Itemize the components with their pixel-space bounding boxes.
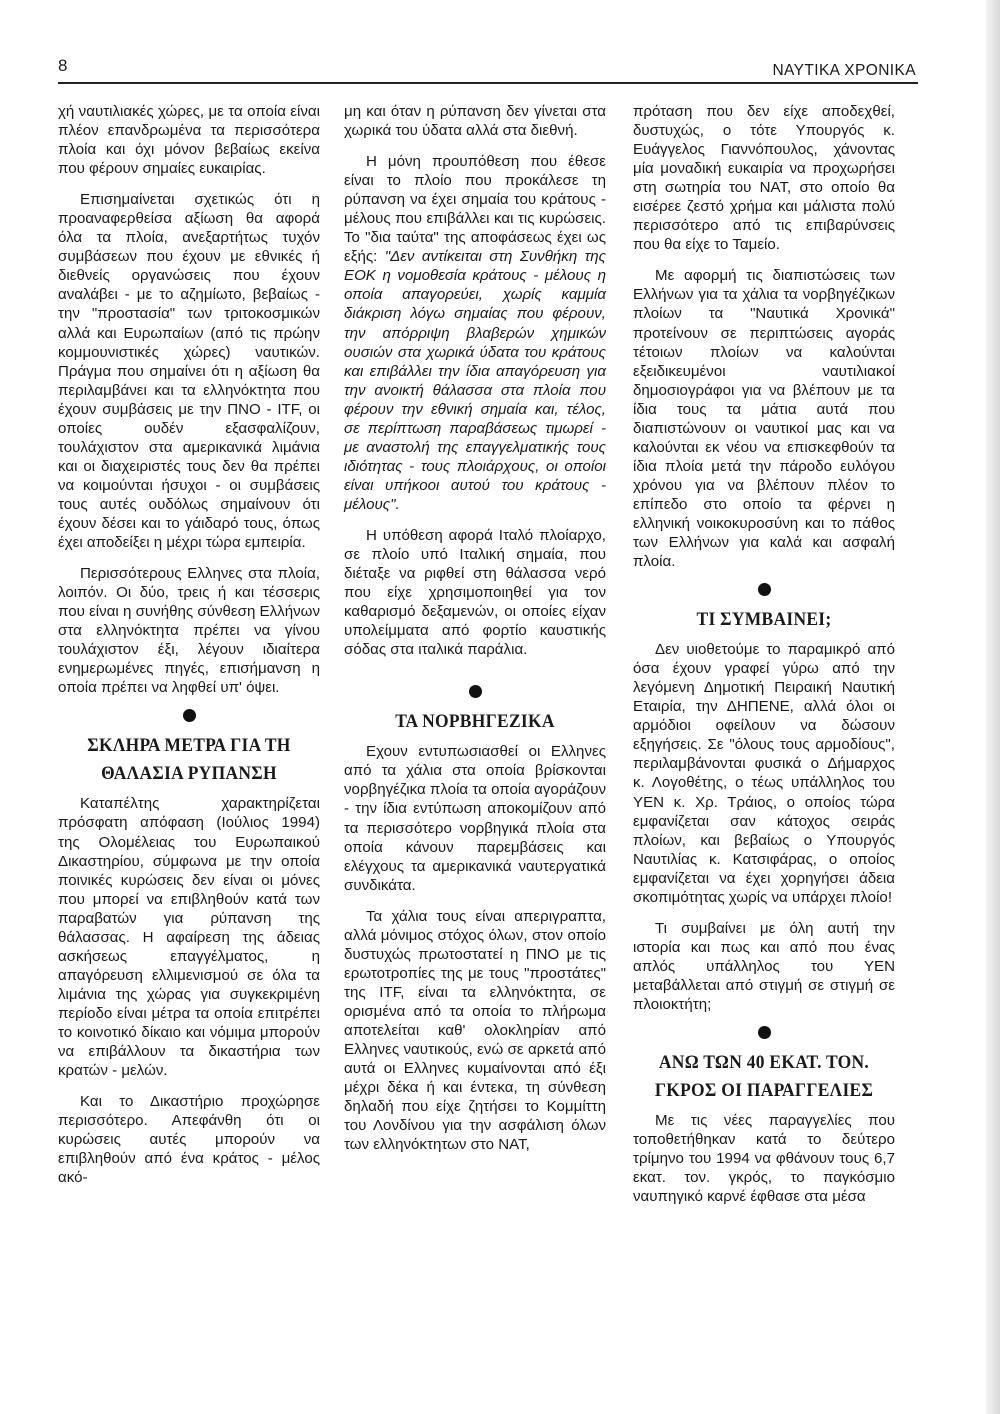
paragraph: Καταπέλτης χαρακτηρίζεται πρόσφατη απόφαση (Ιούλιος 1994) της Ολομέλειας του Ευρωπαικού Δικαστηρίου, σύμφωνα με την οποία ποινικές κυρώσεις δεν είναι οι μόνες που μπορεί να επιβληθούν κατά των παραβατών για ρύπανση της θάλασσας. Η αφαίρεση της άδειας ασκήσεως επαγγέλματος, η απαγόρευση ελλιμενισμού σε όλα τα λιμάνια της χώρας για συγκεκριμένη περίοδο είναι μέτρα τα οποία επιτρέπει το κοινοτικό δίκαιο και νόμιμα μπορούν να επιβάλλουν τα δικαστήρια των κρατών - μελών. — [58, 795, 320, 1080]
paragraph: χή ναυτιλιακές χώρες, με τα οποία είναι πλέον επανδρωμένα τα περισσότερα πλοία και όχι μόνον βεβαίως εκείνα που φέρουν σημαίες ευκαιρίας. — [58, 103, 320, 178]
court-ruling-quote: "Δεν αντίκειται στη Συνθήκη της ΕΟΚ η νομοθεσία κράτους - μέλους η οποία απαγορεύει, χωρίς καμμία διάκριση λόγω σημαίας που φέρουν, την απόρριψη βλαβερών χημικών ουσιών στα χωρικά ύδατα του κράτους και επιβάλλει την ίδια απαγόρευση για την ανοικτή θάλασσα στα πλοία που φέρουν την εθνική σημαία και, τέλος, σε περίπτωση παραβάσεως τιμωρεί - με αναστολή της επαγγελματικής τους ιδιότητας - τους πλοιάρχους, οι οποίοι είναι υπήκοοι αυτού του κράτους - μέλους". — [344, 248, 606, 513]
section-heading — [643, 1049, 884, 1105]
section-heading: ΤΑ ΝΟΡΒΗΓΕΖΙΚΑ — [395, 711, 555, 733]
header-rule — [58, 82, 918, 84]
paragraph: Επισημαίνεται σχετικώς ότι η προαναφερθείσα αξίωση θα αφορά όλα τα πλοία, ανεξαρτήτως τυχόν συμβάσεων που έχουν με εθνικές ή διεθνείς οργανώσεις που έχουν αναλάβει - με το αζημίωτο, βεβαίως - την "προστασία" των τριτοκοσμικών αλλά και Ευρωπαίων (από τις πρώην κομμουνιστικές χώρες) ναυτικών. Πράγμα που σημαίνει ότι η αξίωση θα περιλαμβάνει και τα ελληνόκτητα που έχουν συμβάσεις με την ΠΝΟ - ITF, οι οποίες ουδέν εξασφαλίζουν, τουλάχιστον στα αμερικανικά λιμάνια και οι διαχειριστές τους δεν θα πρέπει να κοιμούνται ήσυχοι - οι συμβάσεις τους αυτές ουδόλως σημαίνουν ότι έχουν δέσει και το γάιδαρό τους, όπως έχει αποδείξει η μέχρι τώρα εμπειρία. — [58, 191, 320, 552]
paragraph: Με αφορμή τις διαπιστώσεις των Ελλήνων για τα χάλια τα νορβηγέζικων πλοίων τα "Ναυτικά Χρονικά" προτείνουν σε περιπτώσεις αγοράς τέτοιων πλοίων να καλούνται εξειδικευμένοι ναυτιλιακοί δημοσιογράφοι για να βλέπουν με τα ίδια τους τα μάτια αυτά που διαπιστώνουν οι ναυτικοί μας και να καλούνται εκ νέου να επισκεφθούν τα ίδια πλοία μετά την πάροδο ευλόγου χρόνου για να βλέπουν πλέον το επίπεδο στο οποίο τα φέρνει η ελληνική νοικοκυροσύνη και το πάθος των Ελλήνων για καλά και ασφαλή πλοία. — [633, 267, 895, 571]
article-column-1 — [58, 102, 320, 1199]
section-bullet — [469, 685, 482, 698]
heading-line: ΘΑΛΑΣΙΑ ΡΥΠΑΝΣΗ — [101, 763, 277, 785]
section-bullet — [183, 709, 196, 722]
paragraph: Περισσότερους Ελληνες στα πλοία, λοιπόν. Οι δύο, τρεις ή και τέσσερις που είναι η συνήθης σύνθεση Ελλήνων στα ελληνόκτητα πρέπει να γίνου τουλάχιστον έξι, λέγουν ιδιαίτερα ενημερωμένες πηγές, επισήμανση η οποία πρέπει να ληφθεί υπ' όψει. — [58, 565, 320, 697]
article-column-3 — [633, 102, 895, 1218]
paragraph: Δεν υιοθετούμε το παραμικρό από όσα έχουν γραφεί γύρω από την λεγόμενη Δημοτική Πειραική Ναυτική Εταιρία, την ΔΗΠΕΝΕ, αλλά όλοι οι αρμόδιοι οφείλουν να δώσουν εξηγήσεις. Σε "όλους τους αρμοδίους", περιλαμβάνονται φυσικά ο Δήμαρχος κ. Λογοθέτης, ο τέως υπάλληλος του ΥΕΝ κ. Χρ. Τράιος, ο οποίος τώρα εμφανίζεται σαν κάτοχος σειράς πλοίων, και βεβαίως ο Υπουργός Ναυτιλίας κ. Κατσιφάρας, ο οποίος εμφανίζεται να έχει χορηγήσει άδεια σκοπιμότητας χωρίς να υπάρχει πλοίο! — [633, 641, 895, 906]
paragraph: Με τις νέες παραγγελίες που τοποθετήθηκαν κατά το δεύτερο τρίμηνο του 1994 να φθάνουν τους 6,7 εκατ. τον. γκρός, το παγκόσμιο ναυπηγικό καρνέ έφθασε στα μέσα — [633, 1112, 895, 1206]
paragraph — [344, 152, 606, 514]
section-heading — [68, 732, 309, 788]
paragraph: Τι συμβαίνει με όλη αυτή την ιστορία και πως και από που ένας απλός υπάλληλος του ΥΕΝ μεταβάλλεται από στιγμή σε στιγμή σε πλοιοκτήτη; — [633, 919, 895, 1013]
paragraph-text: Η μόνη προυπόθεση που έθεσε είναι το πλοίο που προκάλεσε τη ρύπανση να έχει σημαία του κράτους - μέλους που επιβάλλει και τις κυρώσεις. Το "δια ταύτα" της αποφάσεως έχει ως εξής: — [344, 153, 606, 266]
heading-line: ΓΚΡΟΣ ΟΙ ΠΑΡΑΓΓΕΛΙΕΣ — [654, 1080, 874, 1102]
heading-line: ΣΚΛΗΡΑ ΜΕΤΡΑ ΓΙΑ ΤΗ — [87, 735, 291, 757]
paragraph: Και το Δικαστήριο προχώρησε περισσότερο. Απεφάνθη ότι οι κυρώσεις αυτές μπορούν να επιβληθούν από ένα κράτος - μέλος ακό- — [58, 1093, 320, 1187]
page-number: 8 — [58, 56, 68, 75]
paragraph: μη και όταν η ρύπανση δεν γίνεται στα χωρικά του ύδατα αλλά στα διεθνή. — [344, 103, 606, 140]
paragraph: Εχουν εντυπωσιασθεί οι Ελληνες από τα χάλια στα οποία βρίσκονται νορβηγέζικα πλοία τα οποία αγοράζουν - την ίδια εντύπωση αποκομίζουν από τα περισσότερο νορβηγικά πλοία στα οποία κάνουν παρεμβάσεις και ελέγχους τα αμερικανικά ναυτεργατικά συνδικάτα. — [344, 743, 606, 894]
section-bullet — [758, 1026, 771, 1039]
paragraph: Τα χάλια τους είναι απεριγραπτα, αλλά μόνιμος στόχος όλων, στον οποίο δυστυχώς πρωτοστατεί η ΠΝΟ με τις ερωτοτροπίες της με τους "προστάτες" της ITF, είναι τα ελληνόκτητα, σε ορισμένα από τα οποία το πλήρωμα αποτελείται καθ' ολοκληρίαν από Ελληνες ναυτικούς, ενώ σε αρκετά από αυτά οι Ελληνες κυμαίνονται από έξι μέχρι δέκα ή και έντεκα, τη σύνθεση δηλαδή που είχε ζητήσει το Κομμίττη του Λονδίνου για την ασφάλιση όλων των ελληνόκτητων στο ΝΑΤ, — [344, 907, 606, 1154]
page-edge-shadow — [986, 0, 1000, 1414]
article-column-2 — [344, 102, 606, 1166]
section-bullet — [758, 583, 771, 596]
paragraph: Η υπόθεση αφορά Ιταλό πλοίαρχο, σε πλοίο υπό Ιταλική σημαία, που διέταξε να ριφθεί στη θάλασσα νερό που είχε χρησιμοποιηθεί για τον καθαρισμό δεξαμενών, οι οποίες είχαν υπολείμματα από φορτίο καυστικής σόδας στα ιταλικά παράλια. — [344, 526, 606, 659]
paragraph: πρόταση που δεν είχε αποδεχθεί, δυστυχώς, ο τότε Υπουργός κ. Ευάγγελος Γιαννόπουλος, χάνοντας μία μοναδική ευκαιρία να προχωρήσει στη σωτηρία του ΝΑΤ, στο οποίο θα εισέρεε ζεστό χρήμα και μάλιστα πολύ περισσότερο από τις επιβαρύνσεις που θα είχε το Ταμείο. — [633, 103, 895, 254]
section-heading: ΤΙ ΣΥΜΒΑΙΝΕΙ; — [696, 609, 832, 631]
heading-line: ΑΝΩ ΤΩΝ 40 ΕΚΑΤ. ΤΟΝ. — [658, 1052, 870, 1074]
publication-title: ΝΑΥΤΙΚΑ ΧΡΟΝΙΚΑ — [772, 62, 916, 79]
